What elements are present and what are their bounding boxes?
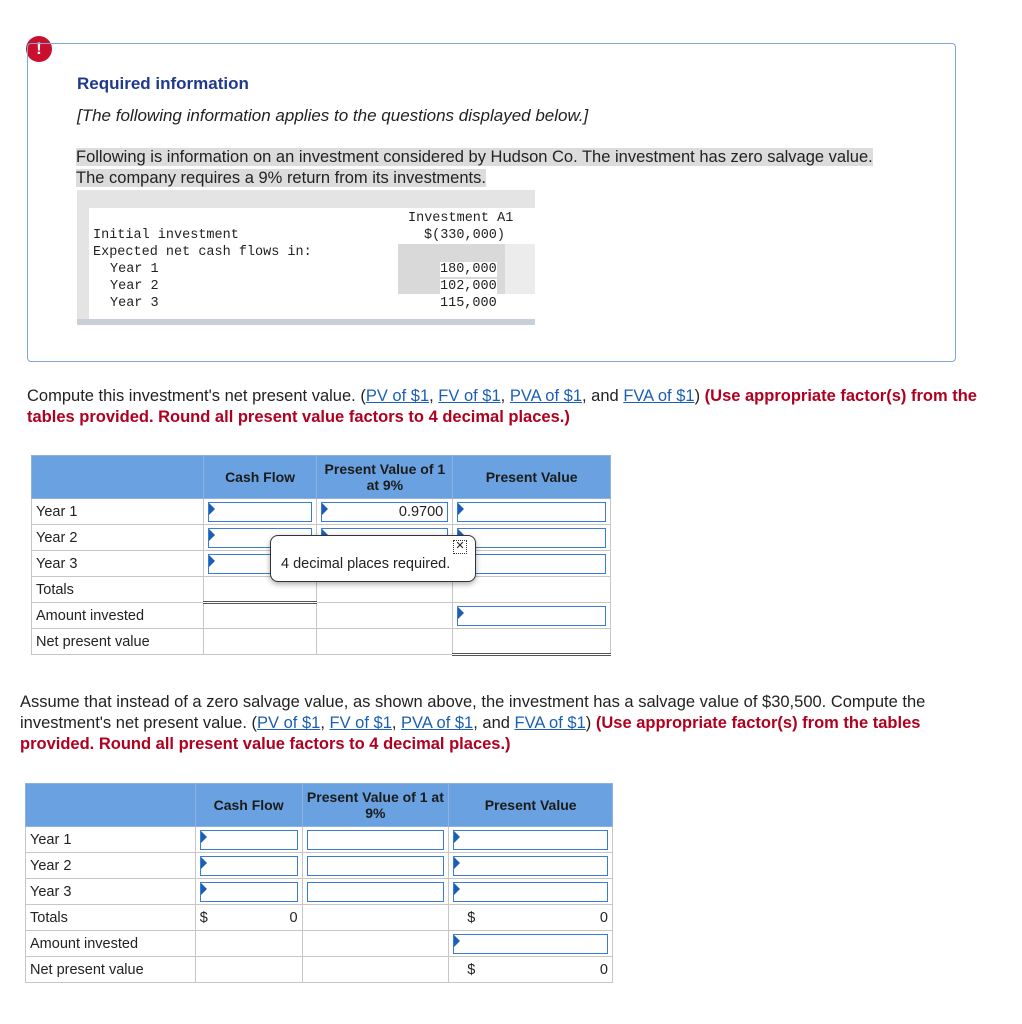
row-label-amount-invested: Amount invested bbox=[26, 931, 196, 957]
row-label-net-present-value: Net present value bbox=[26, 957, 196, 983]
npv-pv-cell bbox=[453, 629, 611, 655]
cash-flow-cell bbox=[195, 879, 302, 905]
present-value-cell bbox=[453, 525, 611, 551]
present-value-total-currency: $ bbox=[467, 909, 476, 926]
pv-factor-input-year-2[interactable] bbox=[307, 856, 445, 876]
present-value-header: Present Value bbox=[453, 456, 611, 499]
pv-factor-header: Present Value of 1 at 9% bbox=[317, 456, 453, 499]
amount-invested-cash-cell bbox=[195, 931, 302, 957]
expected-flows-label: Expected net cash flows in: bbox=[93, 245, 312, 260]
amount-invested-input[interactable] bbox=[453, 934, 608, 954]
tooltip-close-icon[interactable]: ✕ bbox=[453, 540, 467, 554]
investment-table-shade bbox=[77, 190, 535, 208]
question-2-text: Assume that instead of a zero salvage value, as shown above, the investment has a salvage value of $30,500. Compute the investment's net present value. (PV of $1, FV of $1, PVA of $1, and FVA of $1) (Use appropriate factor(s) from the tables provided. Round all present value factors to 4 decimal places.) bbox=[20, 693, 926, 753]
required-info-title: Required information bbox=[77, 74, 249, 93]
present-value-total-cell bbox=[453, 577, 611, 603]
question-1-text: Compute this investment's net present value. (PV of $1, FV of $1, PVA of $1, and FVA of $1) (Use appropriate factor(s) from the tables provided. Round all present value factors to 4 decimal places.) bbox=[27, 387, 977, 426]
cash-flow-total-currency: $ bbox=[199, 909, 208, 926]
validation-tooltip bbox=[270, 535, 476, 582]
amount-invested-factor-cell bbox=[317, 603, 453, 629]
npv-factor-cell bbox=[302, 957, 449, 983]
row-label-year-1: Year 1 bbox=[26, 827, 196, 853]
fv-of-1-link[interactable]: FV of $1 bbox=[438, 387, 501, 405]
pv-factor-cell bbox=[302, 853, 449, 879]
present-value-input-year-3[interactable] bbox=[453, 882, 608, 902]
cash-flow-header: Cash Flow bbox=[195, 784, 302, 827]
present-value-cell bbox=[453, 499, 611, 525]
npv-value: 0 bbox=[599, 961, 608, 978]
npv-factor-cell bbox=[317, 629, 453, 655]
present-value-cell bbox=[453, 551, 611, 577]
pv-factor-total-cell bbox=[302, 905, 449, 931]
present-value-total-value: 0 bbox=[599, 909, 608, 926]
initial-investment-label: Initial investment bbox=[93, 228, 239, 243]
present-value-input-year-2[interactable] bbox=[457, 528, 606, 548]
pv-factor-input-year-3[interactable] bbox=[307, 882, 445, 902]
investment-cash-flow: 115,000 bbox=[440, 296, 497, 311]
table-2-corner-header bbox=[26, 784, 196, 827]
cash-flow-cell bbox=[195, 827, 302, 853]
row-label-year-3: Year 3 bbox=[32, 551, 204, 577]
present-value-cell bbox=[449, 879, 613, 905]
npv-cash-cell bbox=[195, 957, 302, 983]
required-info-note: [The following information applies to the questions displayed below.] bbox=[77, 106, 589, 125]
cash-flow-total-value: 0 bbox=[289, 909, 298, 926]
pv-factor-header: Present Value of 1 at 9% bbox=[302, 784, 449, 827]
amount-invested-input[interactable] bbox=[457, 606, 606, 626]
fva-of-1-link[interactable]: FVA of $1 bbox=[623, 387, 695, 405]
investment-cash-flow: 102,000 bbox=[440, 279, 497, 294]
cash-flow-input-year-3[interactable] bbox=[200, 882, 298, 902]
pv-factor-cell bbox=[302, 879, 449, 905]
row-label-year-2: Year 2 bbox=[32, 525, 204, 551]
investment-cash-flow: 180,000 bbox=[440, 262, 497, 277]
present-value-input-year-1[interactable] bbox=[457, 502, 606, 522]
present-value-cell bbox=[449, 827, 613, 853]
cash-flow-total-cell bbox=[195, 905, 302, 931]
npv-table-2 bbox=[25, 783, 613, 983]
investment-year-label: Year 2 bbox=[110, 279, 159, 294]
present-value-total-cell bbox=[449, 905, 613, 931]
investment-year-label: Year 3 bbox=[110, 296, 159, 311]
present-value-input-year-3[interactable] bbox=[457, 554, 606, 574]
investment-year-label: Year 1 bbox=[110, 262, 159, 277]
investment-table-bottom-rule bbox=[77, 319, 535, 325]
investment-values-shade-right bbox=[505, 244, 535, 294]
cash-flow-cell bbox=[195, 853, 302, 879]
row-label-year-1: Year 1 bbox=[32, 499, 204, 525]
amount-invested-factor-cell bbox=[302, 931, 449, 957]
cash-flow-input-year-2[interactable] bbox=[200, 856, 298, 876]
pv-factor-input-year-1[interactable] bbox=[307, 830, 445, 850]
row-label-amount-invested: Amount invested bbox=[32, 603, 204, 629]
row-label-totals: Totals bbox=[32, 577, 204, 603]
pva-of-1-link[interactable]: PVA of $1 bbox=[509, 387, 583, 405]
row-label-net-present-value: Net present value bbox=[32, 629, 204, 655]
row-label-year-3: Year 3 bbox=[26, 879, 196, 905]
table-1-corner-header bbox=[32, 456, 204, 499]
row-label-totals: Totals bbox=[26, 905, 196, 931]
npv-pv-cell bbox=[449, 957, 613, 983]
amount-invested-pv-cell bbox=[449, 931, 613, 957]
pv-of-1-link[interactable]: PV of $1 bbox=[257, 714, 321, 732]
cash-flow-cell bbox=[203, 499, 317, 525]
cash-flow-header: Cash Flow bbox=[203, 456, 317, 499]
cash-flow-input-year-1[interactable] bbox=[208, 502, 313, 522]
present-value-cell bbox=[449, 853, 613, 879]
tooltip-message: 4 decimal places required. bbox=[281, 556, 451, 572]
amount-invested-cash-cell bbox=[203, 603, 317, 629]
required-info-body: Following is information on an investment considered by Hudson Co. The investment has zero salvage value. The company requires a 9% return from its investments. bbox=[76, 148, 873, 187]
present-value-input-year-1[interactable] bbox=[453, 830, 608, 850]
present-value-input-year-2[interactable] bbox=[453, 856, 608, 876]
investment-table-shade-left bbox=[77, 190, 89, 325]
row-label-year-2: Year 2 bbox=[26, 853, 196, 879]
fv-of-1-link[interactable]: FV of $1 bbox=[329, 714, 392, 732]
pva-of-1-link[interactable]: PVA of $1 bbox=[401, 714, 474, 732]
npv-currency: $ bbox=[467, 961, 476, 978]
pv-of-1-link[interactable]: PV of $1 bbox=[365, 387, 430, 405]
alert-icon: ! bbox=[26, 36, 52, 62]
amount-invested-pv-cell bbox=[453, 603, 611, 629]
pv-factor-input-year-1[interactable]: 0.9700 bbox=[321, 502, 448, 522]
pv-factor-cell bbox=[302, 827, 449, 853]
investment-header-label: Investment A1 bbox=[408, 211, 514, 226]
question-2-instruction: (Use appropriate factor(s) from the tables provided. Round all present value factors to 4 decimal places.) bbox=[20, 714, 921, 753]
present-value-header: Present Value bbox=[449, 784, 613, 827]
question-1-instruction: (Use appropriate factor(s) from the tables provided. Round all present value factors to 4 decimal places.) bbox=[27, 387, 977, 426]
investment-initial-amount: $(330,000) bbox=[424, 228, 506, 243]
cash-flow-input-year-1[interactable] bbox=[200, 830, 298, 850]
fva-of-1-link[interactable]: FVA of $1 bbox=[514, 714, 586, 732]
npv-cash-cell bbox=[203, 629, 317, 655]
pv-factor-cell bbox=[317, 499, 453, 525]
